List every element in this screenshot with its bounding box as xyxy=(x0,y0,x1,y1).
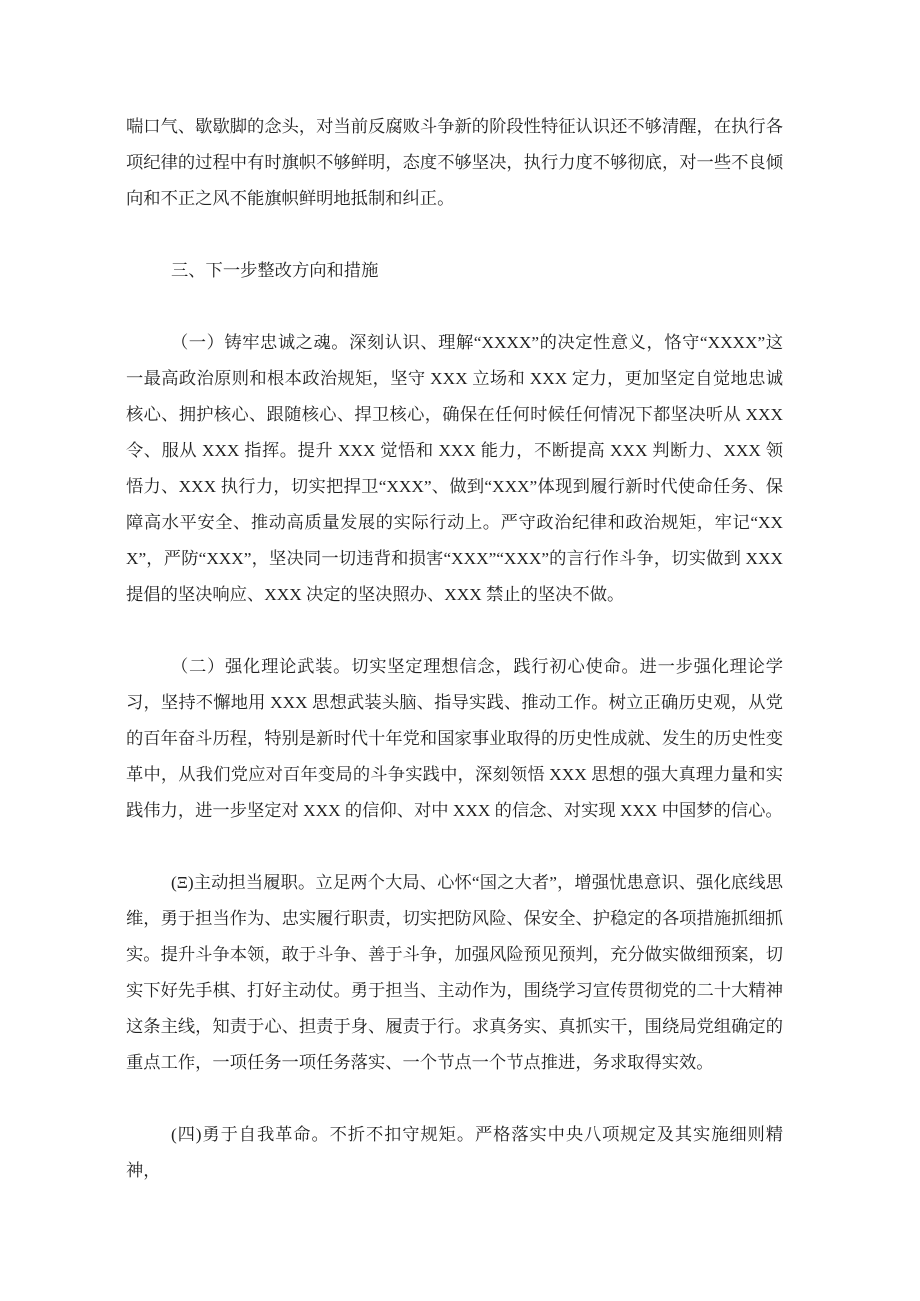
section-heading: 三、下一步整改方向和措施 xyxy=(170,261,379,280)
paragraph-measure-4: (四)勇于自我革命。不折不扣守规矩。严格落实中央八项规定及其实施细则精神， xyxy=(126,1125,783,1180)
paragraph-measure-2: （二）强化理论武装。切实坚定理想信念，践行初心使命。进一步强化理论学习，坚持不懈地用 XXX 思想武装头脑、指导实践、推动工作。树立正确历史观，从党的百年奋斗历程，特别是新时代十年党和国家事业取得的历史性成就、发生的历史性变革中，从我们党应对百年变局的斗争实践中，深刻领悟 XXX 思想的强大真理力量和实践伟力，进一步坚定对 XXX 的信仰、对中 XXX 的信念、对实现 XXX 中国梦的信心。 xyxy=(126,657,783,820)
paragraph-carryover: 喘口气、歇歇脚的念头，对当前反腐败斗争新的阶段性特征认识还不够清醒，在执行各项纪律的过程中有时旗帜不够鲜明，态度不够坚决，执行力度不够彻底，对一些不良倾向和不正之风不能旗帜鲜明地抵制和纠正。 xyxy=(126,117,783,208)
paragraph-measure-3: (Ξ)主动担当履职。立足两个大局、心怀“国之大者”，增强忧患意识、强化底线思维，勇于担当作为、忠实履行职责，切实把防风险、保安全、护稳定的各项措施抓细抓实。提升斗争本领，敢于斗争、善于斗争，加强风险预见预判，充分做实做细预案，切实下好先手棋、打好主动仗。勇于担当、主动作为，围绕学习宣传贯彻党的二十大精神这条主线，知责于心、担责于身、履责于行。求真务实、真抓实干，围绕局党组确定的重点工作，一项任务一项任务落实、一个节点一个节点推进，务求取得实效。 xyxy=(126,873,783,1072)
paragraph-measure-1: （一）铸牢忠诚之魂。深刻认识、理解“XXXX”的决定性意义，恪守“XXXX”这一最高政治原则和根本政治规矩，坚守 XXX 立场和 XXX 定力，更加坚定自觉地忠诚核心、拥护核心、跟随核心、捍卫核心，确保在任何时候任何情况下都坚决听从 XXX 令、服从 XXX 指挥。提升 XXX 觉悟和 XXX 能力，不断提高 XXX 判断力、XXX 领悟力、XXX 执行力，切实把捍卫“XXX”、做到“XXX”体现到履行新时代使命任务、保障高水平安全、推动高质量发展的实际行动上。严守政治纪律和政治规矩，牢记“XXX”，严防“XXX”，坚决同一切违背和损害“XXX”“XXX”的言行作斗争，切实做到 XXX 提倡的坚决响应、XXX 决定的坚决照办、XXX 禁止的坚决不做。 xyxy=(126,333,783,604)
